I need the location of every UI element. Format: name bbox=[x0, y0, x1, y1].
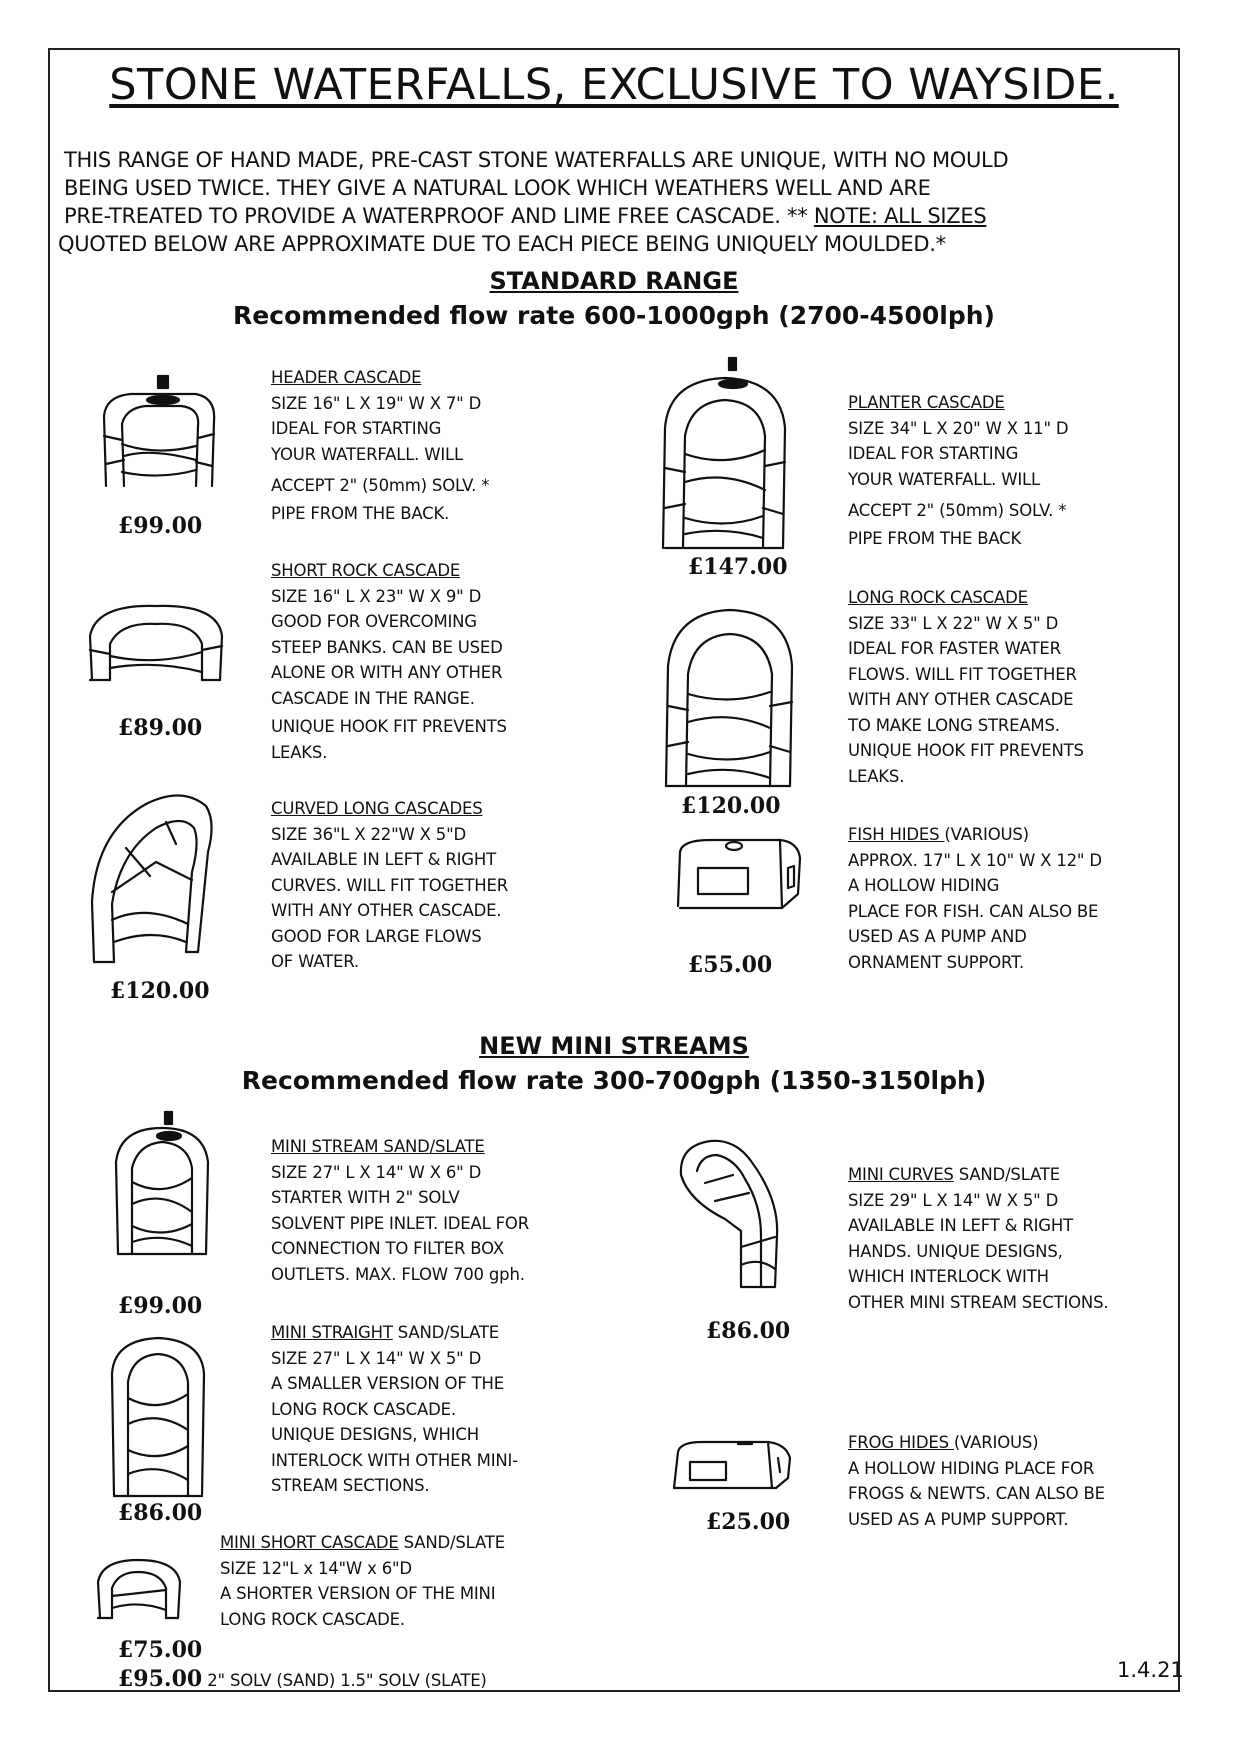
desc-line: LONG ROCK CASCADE. bbox=[220, 1609, 405, 1629]
desc-line: PLACE FOR FISH. CAN ALSO BE bbox=[848, 901, 1099, 921]
desc-line: STREAM SECTIONS. bbox=[271, 1476, 430, 1495]
desc-line: A SMALLER VERSION OF THE bbox=[271, 1374, 504, 1393]
frog-hide-drawing bbox=[668, 1434, 798, 1498]
desc-line: SIZE 29" L X 14" W X 5" D bbox=[848, 1190, 1059, 1210]
desc-line: APPROX. 17" L X 10" W X 12" D bbox=[848, 850, 1102, 870]
desc-line: WHICH INTERLOCK WITH bbox=[848, 1267, 1049, 1286]
page-title: STONE WATERFALLS, EXCLUSIVE TO WAYSIDE. bbox=[109, 60, 1119, 110]
fish-hide-desc bbox=[848, 822, 1102, 975]
desc-line: CONNECTION TO FILTER BOX bbox=[271, 1239, 504, 1258]
desc-line: ALONE OR WITH ANY OTHER bbox=[271, 663, 503, 682]
desc-line: LEAKS. bbox=[848, 766, 905, 786]
intro-line-2: BEING USED TWICE. THEY GIVE A NATURAL LOOK WHICH WEATHERS WELL AND ARE bbox=[64, 176, 931, 200]
mini-flow-rate: Recommended flow rate 300-700gph (1350-3150lph) bbox=[241, 1066, 987, 1095]
desc-line: SOLVENT PIPE INLET. IDEAL FOR bbox=[271, 1213, 529, 1233]
long-rock-cascade-drawing bbox=[660, 606, 800, 800]
desc-line: HANDS. UNIQUE DESIGNS, bbox=[848, 1241, 1063, 1261]
desc-line: STEEP BANKS. CAN BE USED bbox=[271, 637, 503, 657]
mini-short-cascade-name: MINI SHORT CASCADE bbox=[220, 1533, 399, 1552]
mini-streams-heading: NEW MINI STREAMS bbox=[479, 1032, 749, 1060]
short-rock-cascade-price: £89.00 bbox=[118, 715, 203, 741]
curved-long-cascade-name: CURVED LONG CASCADES bbox=[271, 799, 483, 818]
long-rock-cascade-desc bbox=[848, 585, 1084, 789]
planter-cascade-name: PLANTER CASCADE bbox=[848, 393, 1005, 412]
desc-line: SIZE 36"L X 22"W X 5"D bbox=[271, 824, 466, 844]
desc-line: ACCEPT 2" (50mm) SOLV. * bbox=[848, 501, 1067, 520]
desc-line: ACCEPT 2" (50mm) SOLV. * bbox=[271, 476, 490, 495]
mini-curves-price: £86.00 bbox=[706, 1318, 791, 1344]
desc-line: TO MAKE LONG STREAMS. bbox=[848, 715, 1060, 735]
mini-curves-name: MINI CURVES bbox=[848, 1165, 954, 1184]
desc-line: SIZE 27" L X 14" W X 5" D bbox=[271, 1348, 482, 1368]
mini-straight-drawing bbox=[108, 1332, 208, 1506]
desc-line: SIZE 16" L X 23" W X 9" D bbox=[271, 586, 482, 606]
desc-line: CURVES. WILL FIT TOGETHER bbox=[271, 875, 508, 895]
desc-line: USED AS A PUMP SUPPORT. bbox=[848, 1509, 1069, 1529]
desc-line: ORNAMENT SUPPORT. bbox=[848, 952, 1025, 972]
desc-line: IDEAL FOR STARTING bbox=[848, 444, 1019, 463]
desc-line: GOOD FOR OVERCOMING bbox=[271, 612, 477, 631]
desc-line: CASCADE IN THE RANGE. bbox=[271, 688, 475, 708]
desc-line: OF WATER. bbox=[271, 952, 359, 971]
fish-hide-name: FISH HIDES bbox=[848, 825, 945, 844]
mini-stream-drawing bbox=[112, 1112, 212, 1266]
standard-range-heading: STANDARD RANGE bbox=[489, 267, 739, 295]
mini-straight-desc bbox=[271, 1320, 518, 1499]
desc-line: UNIQUE HOOK FIT PREVENTS bbox=[271, 717, 507, 736]
desc-line: UNIQUE DESIGNS, WHICH bbox=[271, 1425, 479, 1444]
desc-line: YOUR WATERFALL. WILL bbox=[848, 469, 1041, 489]
fish-hide-drawing bbox=[670, 828, 810, 922]
desc-line: PIPE FROM THE BACK. bbox=[271, 503, 450, 523]
desc-line: WITH ANY OTHER CASCADE. bbox=[271, 901, 502, 920]
desc-line: SIZE 34" L X 20" W X 11" D bbox=[848, 418, 1069, 438]
date-stamp: 1.4.21 bbox=[1117, 1658, 1184, 1682]
desc-line: IDEAL FOR STARTING bbox=[271, 419, 442, 438]
fish-hide-suffix: (VARIOUS) bbox=[944, 825, 1029, 844]
desc-line: SIZE 33" L X 22" W X 5" D bbox=[848, 613, 1059, 633]
desc-line: A HOLLOW HIDING PLACE FOR bbox=[848, 1458, 1095, 1478]
mini-curves-drawing bbox=[675, 1135, 785, 1299]
planter-cascade-price: £147.00 bbox=[688, 554, 788, 580]
mini-short-cascade-price-2-note: 2" SOLV (SAND) 1.5" SOLV (SLATE) bbox=[202, 1671, 487, 1690]
long-rock-cascade-price: £120.00 bbox=[681, 793, 781, 819]
frog-hide-desc bbox=[848, 1430, 1105, 1532]
header-cascade-name: HEADER CASCADE bbox=[271, 368, 422, 387]
intro-line-4: QUOTED BELOW ARE APPROXIMATE DUE TO EACH PIECE BEING UNIQUELY MOULDED.* bbox=[58, 232, 946, 256]
desc-line: AVAILABLE IN LEFT & RIGHT bbox=[271, 850, 496, 869]
mini-straight-name: MINI STRAIGHT bbox=[271, 1323, 393, 1342]
mini-stream-name: MINI STREAM SAND/SLATE bbox=[271, 1137, 485, 1156]
short-rock-cascade-drawing bbox=[86, 600, 226, 694]
header-cascade-desc bbox=[271, 365, 489, 526]
intro-line-1: THIS RANGE OF HAND MADE, PRE-CAST STONE WATERFALLS ARE UNIQUE, WITH NO MOULD bbox=[64, 148, 1009, 172]
header-cascade-drawing bbox=[96, 376, 226, 500]
desc-line: SIZE 16" L X 19" W X 7" D bbox=[271, 393, 482, 413]
long-rock-cascade-name: LONG ROCK CASCADE bbox=[848, 588, 1028, 607]
desc-line: SIZE 12"L x 14"W x 6"D bbox=[220, 1558, 412, 1578]
frog-hide-suffix: (VARIOUS) bbox=[953, 1433, 1039, 1452]
desc-line: A SHORTER VERSION OF THE MINI bbox=[220, 1584, 496, 1603]
desc-line: SIZE 27" L X 14" W X 6" D bbox=[271, 1162, 482, 1182]
desc-line: LEAKS. bbox=[271, 742, 328, 762]
planter-cascade-drawing bbox=[655, 358, 795, 562]
intro-note: NOTE: ALL SIZES bbox=[813, 204, 987, 228]
mini-short-cascade-price: £75.00 bbox=[118, 1637, 203, 1663]
mini-short-cascade-drawing bbox=[94, 1556, 184, 1630]
curved-long-cascade-price: £120.00 bbox=[110, 978, 210, 1004]
mini-short-cascade-suffix: SAND/SLATE bbox=[398, 1533, 505, 1552]
planter-cascade-desc bbox=[848, 390, 1068, 551]
desc-line: OUTLETS. MAX. FLOW 700 gph. bbox=[271, 1264, 525, 1284]
desc-line: YOUR WATERFALL. WILL bbox=[271, 444, 464, 464]
desc-line: PIPE FROM THE BACK bbox=[848, 528, 1022, 548]
desc-line: GOOD FOR LARGE FLOWS bbox=[271, 926, 482, 946]
desc-line: WITH ANY OTHER CASCADE bbox=[848, 690, 1074, 709]
desc-line: FLOWS. WILL FIT TOGETHER bbox=[848, 664, 1077, 684]
header-cascade-price: £99.00 bbox=[118, 513, 203, 539]
mini-curves-suffix: SAND/SLATE bbox=[953, 1165, 1060, 1184]
mini-stream-price: £99.00 bbox=[118, 1293, 203, 1319]
desc-line: UNIQUE HOOK FIT PREVENTS bbox=[848, 741, 1084, 760]
frog-hide-price: £25.00 bbox=[706, 1509, 791, 1535]
desc-line: OTHER MINI STREAM SECTIONS. bbox=[848, 1292, 1109, 1312]
desc-line: A HOLLOW HIDING bbox=[848, 876, 1000, 895]
desc-line: LONG ROCK CASCADE. bbox=[271, 1399, 456, 1419]
fish-hide-price: £55.00 bbox=[688, 952, 773, 978]
desc-line: AVAILABLE IN LEFT & RIGHT bbox=[848, 1216, 1073, 1235]
standard-flow-rate: Recommended flow rate 600-1000gph (2700-4500lph) bbox=[233, 301, 995, 330]
curved-long-cascade-drawing bbox=[86, 792, 216, 976]
mini-straight-suffix: SAND/SLATE bbox=[392, 1323, 500, 1342]
mini-short-cascade-desc bbox=[220, 1530, 505, 1632]
curved-long-cascade-desc bbox=[271, 796, 508, 975]
mini-short-cascade-price-2-row bbox=[118, 1666, 487, 1694]
intro-line-3 bbox=[64, 202, 986, 230]
mini-straight-price: £86.00 bbox=[118, 1500, 203, 1526]
desc-line: STARTER WITH 2" SOLV bbox=[271, 1188, 460, 1207]
intro-line-3-text: PRE-TREATED TO PROVIDE A WATERPROOF AND LIME FREE CASCADE. ** bbox=[64, 204, 814, 228]
mini-curves-desc bbox=[848, 1162, 1108, 1315]
desc-line: USED AS A PUMP AND bbox=[848, 927, 1027, 946]
desc-line: FROGS & NEWTS. CAN ALSO BE bbox=[848, 1484, 1105, 1503]
frog-hide-name: FROG HIDES bbox=[848, 1433, 954, 1452]
short-rock-cascade-name: SHORT ROCK CASCADE bbox=[271, 561, 461, 580]
mini-stream-desc bbox=[271, 1134, 529, 1287]
mini-short-cascade-price-2: £95.00 bbox=[118, 1666, 203, 1692]
desc-line: INTERLOCK WITH OTHER MINI- bbox=[271, 1450, 518, 1470]
desc-line: IDEAL FOR FASTER WATER bbox=[848, 639, 1061, 658]
short-rock-cascade-desc bbox=[271, 558, 507, 765]
